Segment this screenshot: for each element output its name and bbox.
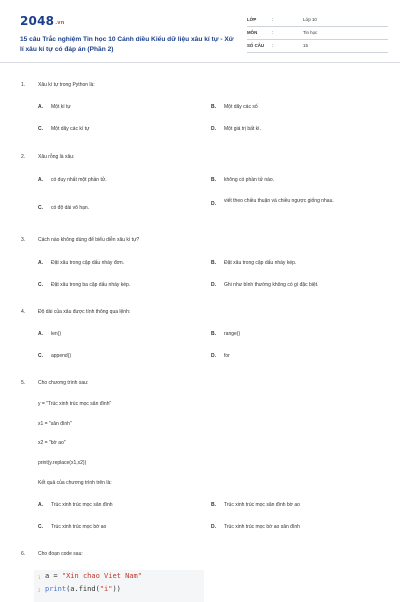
question-text: Độ dài của xâu được tính thông qua lệnh: — [38, 309, 131, 315]
option-d[interactable]: D. Ghi như bình thường không có gì đặc biệt. — [211, 282, 319, 288]
logo-main: 2048 — [20, 14, 55, 28]
program-prompt: Kết quả của chương trình trên là: — [38, 480, 112, 486]
meta-table — [247, 14, 388, 53]
option-d[interactable]: D. Trúc xinh trúc mọc bờ ao sân đình — [211, 524, 300, 530]
question-text: Cho đoạn code sau: — [38, 551, 83, 557]
code-line-1: a = "Xin chao Viet Nam" — [45, 572, 142, 580]
option-b[interactable]: B. không có phần tử nào. — [211, 177, 275, 183]
question-text: Cách nào không dùng để biểu diễn xâu kí tự? — [38, 237, 140, 243]
question-text: Cho chương trình sau: — [38, 380, 89, 386]
code-block — [34, 570, 204, 602]
option-a[interactable]: A. có duy nhất một phần tử. — [38, 177, 107, 183]
question-number: 1. — [21, 82, 26, 88]
program-line: x2 = "bờ ao" — [38, 440, 66, 446]
option-b[interactable]: B. Đặt xâu trong cặp dấu nháy kép. — [211, 260, 297, 266]
option-d[interactable]: D. for — [211, 353, 230, 359]
option-c[interactable]: C. Một dãy các kí tự — [38, 126, 90, 132]
question-number: 6. — [21, 551, 26, 557]
meta-row-class: LỚP : Lớp 10 — [247, 14, 388, 27]
option-a[interactable]: A. Đặt xâu trong cặp dấu nháy đơn. — [38, 260, 125, 266]
question-text: Xâu kí tự trong Python là: — [38, 82, 95, 88]
program-line: y = "Trúc xinh trúc mọc sân đình" — [38, 401, 112, 407]
program-line: x1 = "sân đình" — [38, 421, 72, 427]
option-b[interactable]: B. Trúc xinh trúc mọc sân đình bờ ao — [211, 502, 300, 508]
meta-row-subject: MÔN : Tin học — [247, 27, 388, 40]
question-number: 3. — [21, 237, 26, 243]
line-number: 2 — [38, 588, 41, 593]
option-d[interactable]: D. Một giá trị bất kì. — [211, 126, 261, 132]
question-number: 5. — [21, 380, 26, 386]
option-c[interactable]: C. Trúc xinh trúc mọc bờ ao — [38, 524, 107, 530]
header-divider — [0, 62, 400, 63]
meta-row-count: SỐ CÂU : 15 — [247, 40, 388, 53]
code-line-2: print(a.find("i")) — [45, 585, 121, 593]
option-c[interactable]: C. append() — [38, 353, 72, 359]
option-c[interactable]: C. có độ dài vô hạn. — [38, 205, 90, 211]
option-a[interactable]: A. Một kí tự — [38, 104, 71, 110]
line-number: 1 — [38, 575, 41, 580]
question-number: 2. — [21, 154, 26, 160]
question-number: 4. — [21, 309, 26, 315]
page-header — [20, 14, 388, 62]
page-title: 15 câu Trắc nghiệm Tin học 10 Cánh diều Kiểu dữ liệu xâu kí tự - Xử lí xâu kí tự có đáp án (Phần 2) — [20, 36, 234, 53]
option-b[interactable]: B. range() — [211, 331, 241, 337]
option-c[interactable]: C. Đặt xâu trong ba cặp dấu nháy kép. — [38, 282, 131, 288]
program-line: print(y.replace(x1,x2)) — [38, 460, 87, 466]
logo-suffix: .vn — [55, 20, 65, 26]
option-b[interactable]: B. Một dãy các số — [211, 104, 258, 110]
question-text: Xâu rỗng là xâu: — [38, 154, 75, 160]
option-a[interactable]: A. Trúc xinh trúc mọc sân đình — [38, 502, 113, 508]
option-a[interactable]: A. len() — [38, 331, 62, 337]
option-d[interactable]: D. viết theo chiều thuận và chiều ngược giống nhau. — [211, 198, 334, 207]
site-logo[interactable] — [20, 14, 65, 28]
